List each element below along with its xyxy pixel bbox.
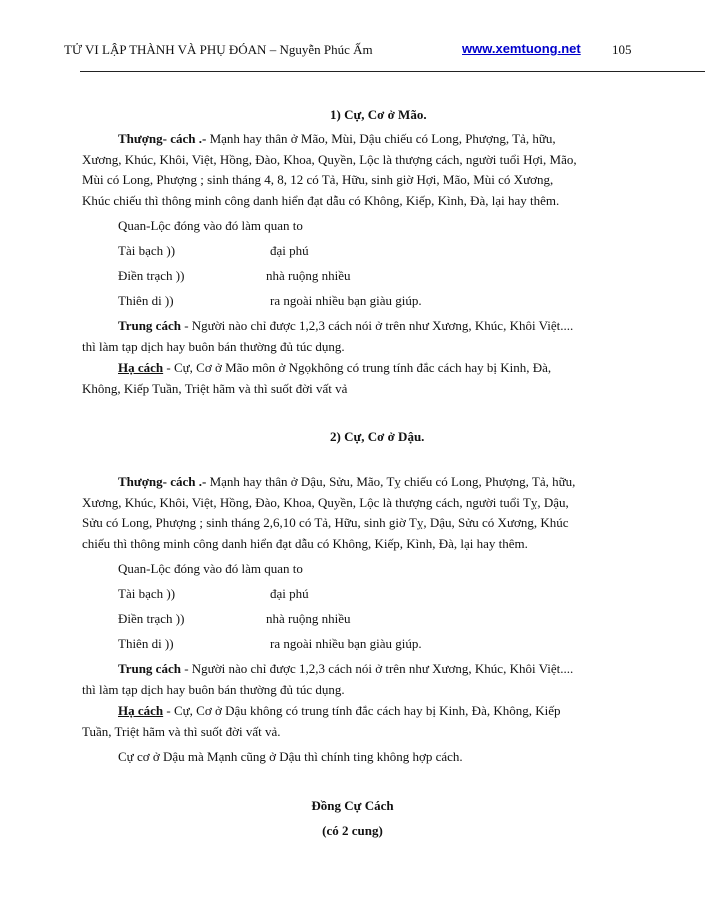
section2-ha-line1: Hạ cách - Cự, Cơ ở Dậu không có trung tính đắc cách hay bị Kinh, Đà, Không, Kiếp [118,703,561,718]
section1-thuong-line3: Mùi có Long, Phượng ; sinh tháng 4, 8, 12 có Tả, Hữu, sinh giờ Hợi, Mão, Mùi có Xương, [82,172,554,187]
section2-dientrach-label: Điền trạch )) [118,611,185,626]
section2-trung-line2: thì làm tạp dịch hay buôn bán thường đủ túc dụng. [82,682,345,697]
section1-thiendi-value: ra ngoài nhiều bạn giàu giúp. [270,293,422,308]
section2-thiendi-value: ra ngoài nhiều bạn giàu giúp. [270,636,422,651]
section2-note: Cự cơ ở Dậu mà Mạnh cũng ở Dậu thì chính ting không hợp cách. [118,749,463,764]
section1-thuong-line4: Khúc chiếu thì thông minh công danh hiển đạt dẫu có Không, Kiếp, Kình, Đà, lại hay thêm. [82,193,560,208]
section2-heading: 2) Cự, Cơ ở Dậu. [330,429,425,444]
section1-ha-line2: Không, Kiếp Tuần, Triệt hãm và thì suốt đời vất vả [82,381,348,396]
section1-ha-label: Hạ cách [118,360,164,375]
section1-trung-label: Trung cách [118,318,181,333]
section3-subheading: (có 2 cung) [322,823,383,838]
header-title: TỬ VI LẬP THÀNH VÀ PHỤ ĐÓAN – Nguyễn Phúc Ấm [64,42,373,57]
section2-trung-line1: Trung cách - Người nào chỉ được 1,2,3 cách nói ở trên như Xương, Khúc, Khôi Việt.... [118,661,574,676]
section1-heading: 1) Cự, Cơ ở Mão. [330,107,427,122]
section2-thuong-line4: chiếu thì thông minh công danh hiển đạt dẫu có Không, Kiếp, Kình, Đà, lại hay thêm. [82,536,528,551]
section3-heading: Đồng Cự Cách [311,798,394,813]
section2-trung-label: Trung cách [118,661,181,676]
section2-taibach-label: Tài bạch )) [118,586,176,601]
section1-ha-line1: Hạ cách - Cự, Cơ ở Mão môn ở Ngọkhông có trung tính đắc cách hay bị Kinh, Đà, [118,360,552,375]
section2-thuong-line3: Sửu có Long, Phượng ; sinh tháng 2,6,10 có Tả, Hữu, sinh giờ Tỵ, Dậu, Sửu có Xương, Khúc [82,515,569,530]
section2-quanloc: Quan-Lộc đóng vào đó làm quan to [118,561,303,576]
section1-quanloc: Quan-Lộc đóng vào đó làm quan to [118,218,303,233]
section1-thuong-line2: Xương, Khúc, Khôi, Việt, Hồng, Đào, Khoa, Quyền, Lộc là thượng cách, người tuổi Hợi, Mão, [82,152,577,167]
website-link[interactable]: www.xemtuong.net [462,41,581,56]
section1-trung-line1: Trung cách - Người nào chỉ được 1,2,3 cách nói ở trên như Xương, Khúc, Khôi Việt.... [118,318,574,333]
section1-thiendi-label: Thiên di )) [118,293,174,308]
section1-thuong-line1: Thượng- cách .- Mạnh hay thân ở Mão, Mùi, Dậu chiếu có Long, Phượng, Tả, hữu, [118,131,556,146]
header-divider [80,71,705,72]
section1-thuong-label: Thượng- cách .- [118,131,207,146]
section1-taibach-value: đại phú [270,243,309,258]
section2-thuong-line1: Thượng- cách .- Mạnh hay thân ở Dậu, Sửu, Mão, Tỵ chiếu có Long, Phượng, Tả, hữu, [118,474,576,489]
section2-ha-label: Hạ cách [118,703,164,718]
section2-ha-line2: Tuần, Triệt hãm và thì suốt đời vất vả. [82,724,281,739]
section1-dientrach-label: Điền trạch )) [118,268,185,283]
section2-thuong-line2: Xương, Khúc, Khôi, Việt, Hồng, Đào, Khoa, Quyền, Lộc là thượng cách, người tuổi Tỵ, Dậu, [82,495,569,510]
section2-dientrach-value: nhà ruộng nhiều [266,611,351,626]
page-number: 105 [612,42,632,57]
section2-thiendi-label: Thiên di )) [118,636,174,651]
section1-taibach-label: Tài bạch )) [118,243,176,258]
section1-dientrach-value: nhà ruộng nhiều [266,268,351,283]
section1-trung-line2: thì làm tạp dịch hay buôn bán thường đủ túc dụng. [82,339,345,354]
section2-thuong-label: Thượng- cách .- [118,474,207,489]
section2-taibach-value: đại phú [270,586,309,601]
